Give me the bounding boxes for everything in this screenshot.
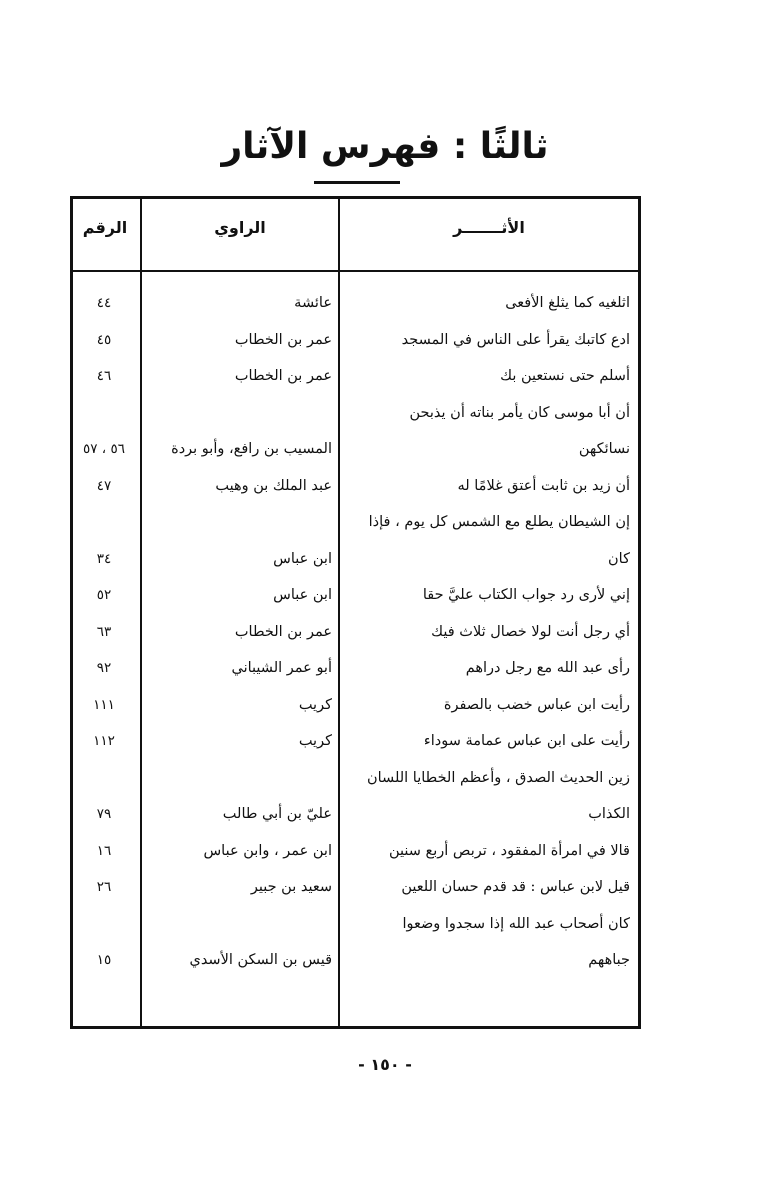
header-athar: الأثـــــــر [453, 218, 525, 237]
page-number: - ١٥٠ - [358, 1055, 412, 1074]
rawi-cell: سعيد بن جبير [250, 879, 332, 895]
table-row [73, 837, 638, 874]
table-row [73, 545, 638, 582]
rawi-cell: قيس بن السكن الأسدي [189, 952, 332, 968]
header-raqm: الرقم [82, 218, 128, 237]
athar-cell: قالا في امرأة المفقود ، تربص أربع سنين [388, 842, 630, 859]
athar-cell: الكذاب [588, 806, 630, 822]
table-row [73, 362, 638, 399]
raqm-cell: ١٦ [96, 842, 112, 859]
header-rawi: الراوي [214, 218, 266, 237]
athar-cell: زين الحديث الصدق ، وأعظم الخطايا اللسان [366, 769, 630, 786]
table-row [73, 873, 638, 910]
raqm-cell: ١١١ [93, 696, 115, 713]
table-row [73, 764, 638, 801]
rawi-cell: كريب [298, 733, 332, 749]
table-row [73, 910, 638, 947]
athar-cell: جباههم [588, 952, 630, 968]
rawi-cell: ابن عباس [273, 587, 332, 603]
athar-cell: أن زيد بن ثابت أعتق غلامًا له [457, 477, 630, 494]
athar-cell: أي رجل أنت لولا خصال ثلاث فيك [431, 623, 630, 640]
table-row [73, 618, 638, 655]
rawi-cell: المسيب بن رافع، وأبو بردة [171, 441, 332, 457]
table-row [73, 654, 638, 691]
table-row [73, 326, 638, 363]
rawi-cell: عليّ بن أبي طالب [222, 806, 332, 822]
athar-cell: إني لأرى رد جواب الكتاب عليَّ حقا [422, 587, 630, 603]
rawi-cell: كريب [298, 696, 332, 713]
rawi-cell: عمر بن الخطاب [234, 368, 332, 384]
table-row [73, 472, 638, 509]
table-row [73, 727, 638, 764]
table-row [73, 399, 638, 436]
athar-cell: أن أبا موسى كان يأمر بناته أن يذبحن [409, 404, 630, 421]
athar-cell: اثلغيه كما يثلغ الأفعى [505, 295, 630, 311]
rawi-cell: عمر بن الخطاب [234, 331, 332, 348]
raqm-cell: ٥٢ [96, 587, 112, 603]
table-row [73, 946, 638, 983]
rawi-cell: عائشة [294, 295, 332, 311]
raqm-cell: ٧٩ [96, 806, 112, 822]
raqm-cell: ١١٢ [93, 733, 115, 749]
raqm-cell: ١٥ [96, 952, 112, 968]
athar-cell: رأيت ابن عباس خضب بالصفرة [443, 696, 630, 713]
raqm-cell: ٦٣ [96, 623, 112, 640]
table-row [73, 508, 638, 545]
athar-index-table [70, 196, 641, 1029]
rawi-cell: ابن عباس [273, 550, 332, 567]
raqm-cell: ٣٤ [96, 550, 112, 567]
athar-cell: كان [608, 550, 630, 567]
raqm-cell: ٤٥ [96, 331, 112, 348]
table-row [73, 581, 638, 618]
table-row [73, 800, 638, 837]
page-title: ثالثًا : فهرس الآثار [221, 126, 549, 167]
table-row [73, 289, 638, 326]
athar-cell: نسائكهن [578, 441, 630, 457]
raqm-cell: ٥٦ ، ٥٧ [83, 441, 125, 457]
rawi-cell: عمر بن الخطاب [234, 623, 332, 640]
rawi-cell: ابن عمر ، وابن عباس [203, 842, 332, 859]
athar-cell: إن الشيطان يطلع مع الشمس كل يوم ، فإذا [368, 514, 630, 530]
raqm-cell: ٤٤ [96, 295, 112, 311]
athar-cell: ادع كاتبك يقرأ على الناس في المسجد [401, 331, 630, 348]
raqm-cell: ٩٢ [96, 660, 112, 676]
table-row [73, 691, 638, 728]
rawi-cell: أبو عمر الشيباني [231, 660, 332, 676]
athar-cell: كان أصحاب عبد الله إذا سجدوا وضعوا [402, 915, 630, 932]
raqm-cell: ٢٦ [96, 879, 112, 895]
athar-cell: رأيت على ابن عباس عمامة سوداء [423, 733, 630, 749]
raqm-cell: ٤٦ [96, 368, 112, 384]
athar-cell: رأى عبد الله مع رجل دراهم [465, 660, 630, 676]
raqm-cell: ٤٧ [96, 477, 112, 494]
athar-cell: قيل لابن عباس : قد قدم حسان اللعين [401, 879, 630, 895]
title-underline [314, 181, 400, 184]
rawi-cell: عبد الملك بن وهيب [215, 477, 332, 494]
athar-cell: أسلم حتى نستعين بك [500, 368, 630, 384]
table-row [73, 435, 638, 472]
header-divider [73, 270, 638, 272]
table-body [73, 289, 638, 983]
